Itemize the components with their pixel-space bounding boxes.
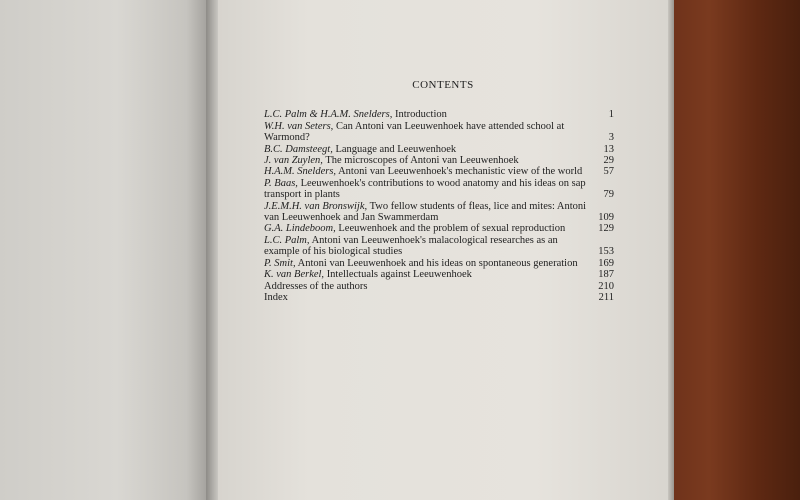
toc-entry — [264, 121, 614, 144]
toc-title: Index — [264, 291, 288, 303]
toc-entry — [264, 223, 614, 234]
toc-title: The microscopes of Antoni van Leeuwenhoek — [325, 155, 519, 167]
toc-author: L.C. Palm, — [264, 234, 310, 246]
toc-page: 187 — [598, 269, 614, 281]
toc-author: P. Baas, — [264, 177, 298, 189]
toc-entry — [264, 235, 614, 258]
toc-author: B.C. Damsteegt, — [264, 143, 333, 155]
toc-title: Can Antoni van Leeuwenhoek have attended school at Warmond? — [264, 120, 565, 144]
toc-page: 153 — [598, 246, 614, 258]
toc-author: K. van Berkel, — [264, 269, 325, 281]
toc-author: J. van Zuylen, — [264, 155, 323, 167]
toc-author: P. Smit, — [264, 257, 296, 269]
toc-title: Leeuwenhoek's contributions to wood anatomy and his ideas on sap transport in plants — [264, 177, 586, 201]
toc-author: G.A. Lindeboom, — [264, 223, 336, 235]
toc-page: 211 — [598, 291, 614, 303]
toc-page: 13 — [603, 143, 614, 155]
toc-entry — [264, 269, 614, 280]
wood-surface — [660, 0, 800, 500]
toc-title: Antoni van Leeuwenhoek's malacological researches as an example of his biological studies — [264, 234, 558, 258]
toc-title: Introduction — [394, 109, 447, 121]
toc-title: Leeuwenhoek and the problem of sexual reproduction — [338, 223, 566, 235]
table-of-contents — [264, 80, 614, 303]
toc-page: 57 — [603, 166, 614, 178]
toc-author: L.C. Palm & H.A.M. Snelders, — [264, 109, 393, 121]
toc-title: Antoni van Leeuwenhoek and his ideas on spontaneous generation — [297, 257, 578, 269]
toc-author: J.E.M.H. van Bronswijk, — [264, 200, 368, 212]
toc-title: Two fellow students of fleas, lice and mites: Antoni van Leeuwenhoek and Jan Swammerdam — [264, 200, 587, 224]
toc-page: 129 — [598, 223, 614, 235]
page-edge — [668, 0, 674, 500]
toc-entry — [264, 155, 614, 166]
toc-title: Intellectuals against Leeuwenhoek — [326, 269, 472, 281]
toc-entry — [264, 178, 614, 201]
contents-heading: CONTENTS — [412, 79, 474, 91]
left-page — [0, 0, 212, 500]
toc-entry — [264, 292, 614, 303]
toc-author: W.H. van Seters, — [264, 120, 334, 132]
toc-title: Language and Leeuwenhoek — [335, 143, 457, 155]
toc-author: H.A.M. Snelders, — [264, 166, 337, 178]
toc-page: 210 — [598, 280, 614, 292]
toc-page: 79 — [603, 189, 614, 201]
toc-entry — [264, 109, 614, 120]
toc-entry — [264, 281, 614, 292]
toc-entry — [264, 258, 614, 269]
toc-entry — [264, 201, 614, 224]
toc-page: 109 — [598, 212, 614, 224]
toc-entry — [264, 144, 614, 155]
toc-page: 3 — [608, 132, 614, 144]
toc-page: 29 — [603, 155, 614, 167]
toc-page: 1 — [608, 109, 614, 121]
toc-entry — [264, 166, 614, 177]
toc-title: Addresses of the authors — [264, 280, 368, 292]
toc-page: 169 — [598, 257, 614, 269]
toc-title: Antoni van Leeuwenhoek's mechanistic view of the world — [338, 166, 583, 178]
